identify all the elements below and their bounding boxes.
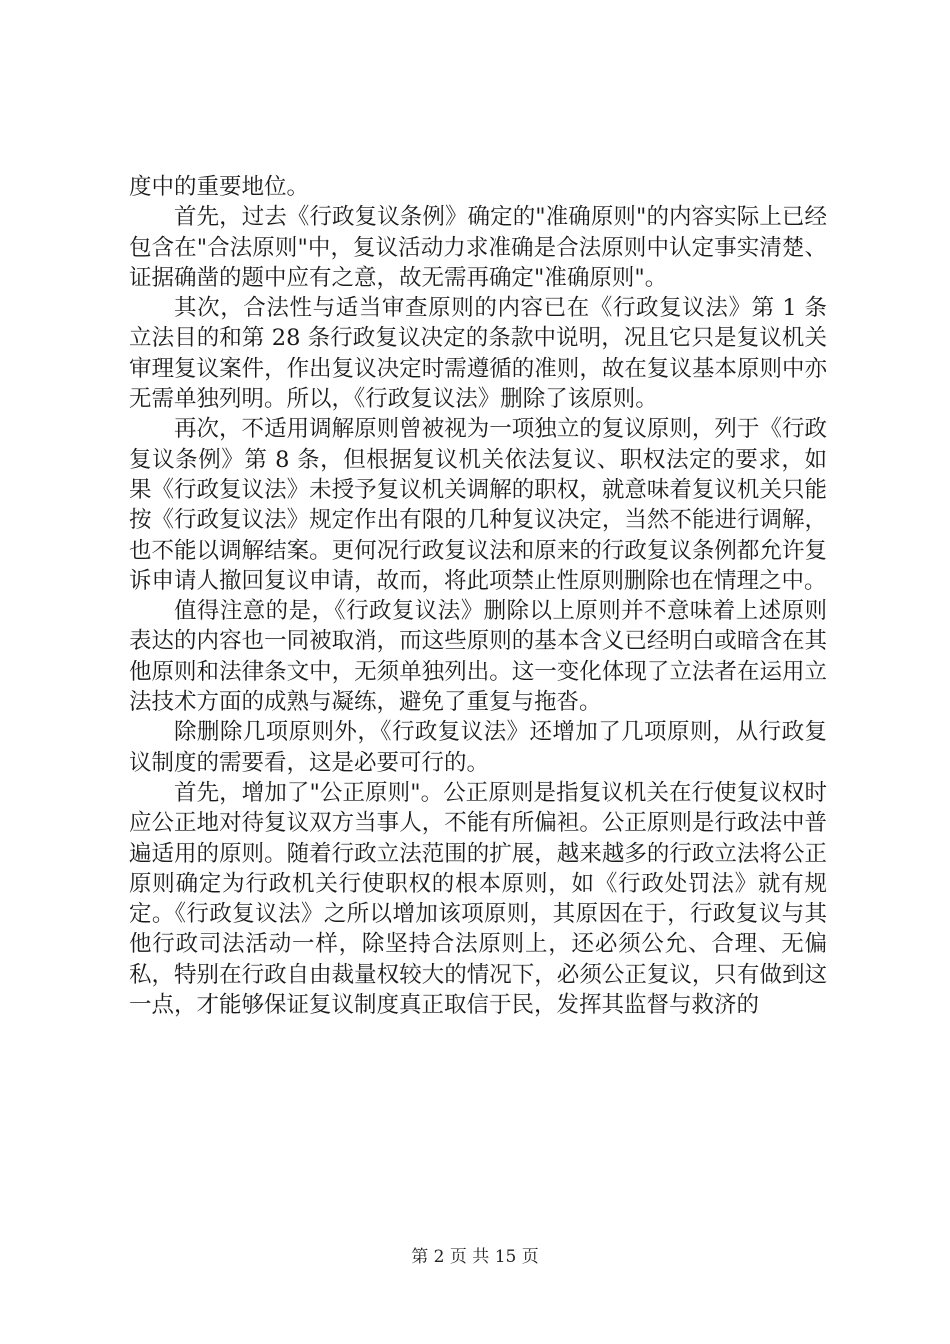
document-body: [129, 172, 827, 1020]
page-number: 第 2 页 共 15 页: [411, 1247, 539, 1267]
paragraph-accuracy-principle: 首先，过去《行政复议条例》确定的"准确原则"的内容实际上已经包含在"合法原则"中，复议活动力求准确是合法原则中认定事实清楚、证据确凿的题中应有之意，故无需再确定"准确原则"。: [129, 204, 827, 291]
paragraph-note: 值得注意的是，《行政复议法》删除以上原则并不意味着上述原则表达的内容也一同被取消，而这些原则的基本含义已经明白或暗含在其他原则和法律条文中，无须单独列出。这一变化体现了立法者在运用立法技术方面的成熟与凝练，避免了重复与拖沓。: [129, 598, 827, 716]
paragraph-continuation: 度中的重要地位。: [129, 174, 310, 200]
paragraph-added-principles: 除删除几项原则外，《行政复议法》还增加了几项原则，从行政复议制度的需要看，这是必要可行的。: [129, 719, 827, 776]
paragraph-no-mediation-principle: 再次，不适用调解原则曾被视为一项独立的复议原则，列于《行政复议条例》第 8 条，但根据复议机关依法复议、职权法定的要求，如果《行政复议法》未授予复议机关调解的职权，就意味着复议机关只能按《行政复议法》规定作出有限的几种复议决定，当然不能进行调解，也不能以调解结案。更何况行政复议法和原来的行政复议条例都允许复诉申请人撤回复议申请，故而，将此项禁止性原则删除也在情理之中。: [129, 416, 827, 594]
paragraph-legality-review-principle: 其次，合法性与适当审查原则的内容已在《行政复议法》第 1 条立法目的和第 28 条行政复议决定的条款中说明，况且它只是复议机关审理复议案件，作出复议决定时需遵循的准则，故在复议基本原则中亦无需单独列明。所以，《行政复议法》删除了该原则。: [129, 295, 827, 413]
paragraph-fairness-principle: 首先，增加了"公正原则"。公正原则是指复议机关在行使复议权时应公正地对待复议双方当事人，不能有所偏袒。公正原则是行政法中普遍适用的原则。随着行政立法范围的扩展，越来越多的行政立法将公正原则确定为行政机关行使职权的根本原则，如《行政处罚法》就有规定。《行政复议法》之所以增加该项原则，其原因在于，行政复议与其他行政司法活动一样，除坚持合法原则上，还必须公允、合理、无偏私，特别在行政自由裁量权较大的情况下，必须公正复议，只有做到这一点，才能够保证复议制度真正取信于民，发挥其监督与救济的: [129, 779, 827, 1019]
